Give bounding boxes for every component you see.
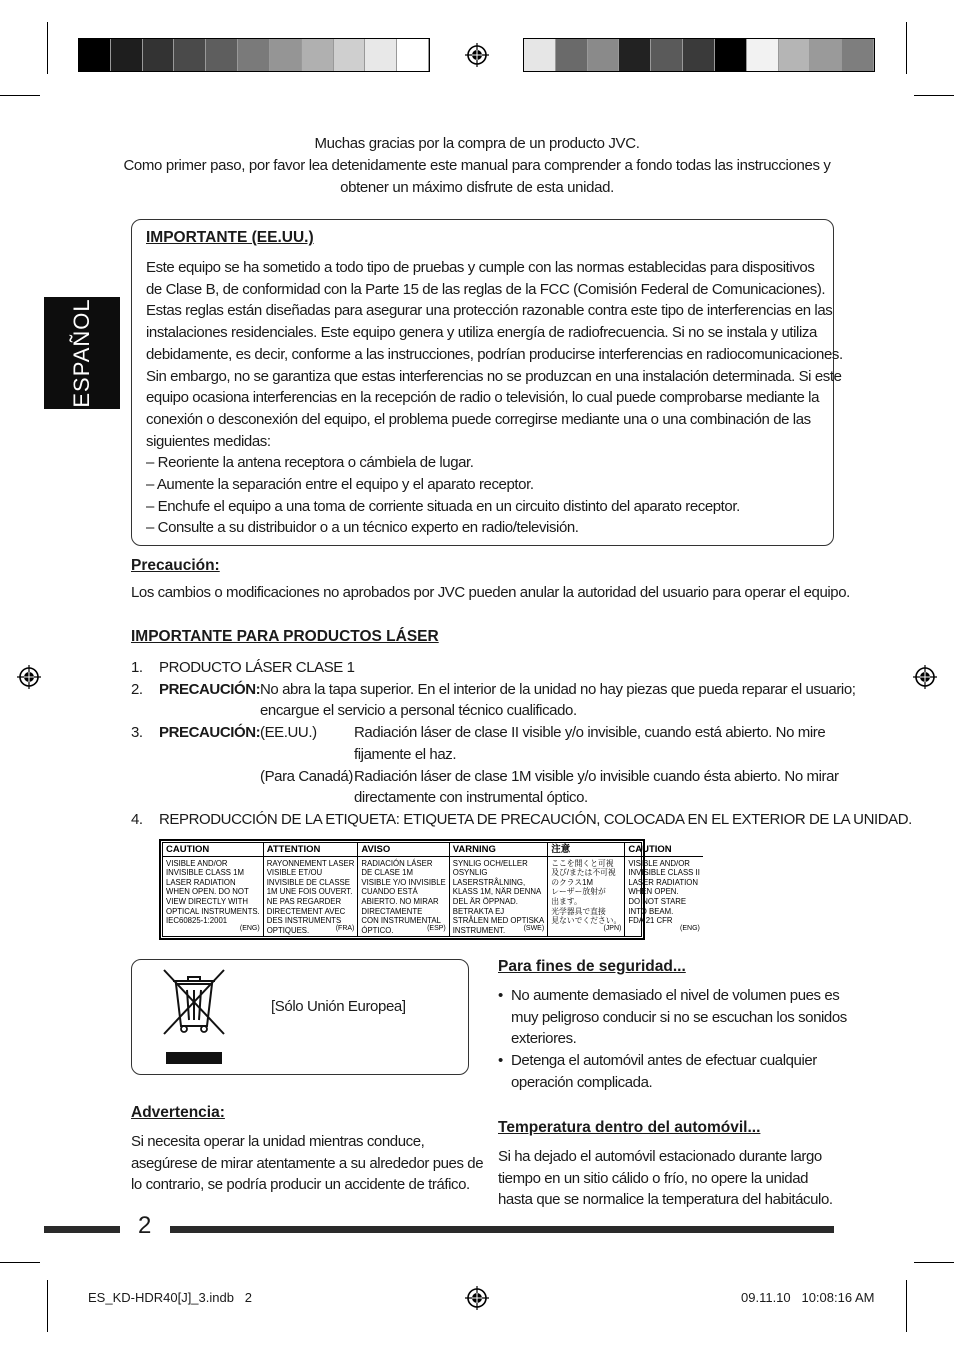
laser-label-line: 出ます。 [551, 896, 582, 906]
color-swatch [206, 39, 238, 71]
color-swatch [747, 39, 779, 71]
page-rule-left [44, 1226, 120, 1233]
seguridad-bullet-2-line: Detenga el automóvil antes de efectuar cualquier [511, 1052, 817, 1070]
intro-line: Como primer paso, por favor lea detenidamente este manual para comprender a fondo todas las instrucciones y [123, 157, 831, 174]
color-swatch [302, 39, 334, 71]
crop-mark [0, 95, 40, 96]
laser-label-panel [450, 843, 548, 936]
laser-label-language-code: (FRA) [335, 925, 355, 933]
laser-item-3-text: Radiación láser de clase II visible y/o invisible, cuando está abierto. No mire [354, 724, 826, 742]
laser-warning-label-panels [162, 842, 700, 937]
laser-label-line: KLASS 1M, NÄR DENNA [452, 887, 542, 897]
precaucion-text: Los cambios o modificaciones no aprobados por JVC pueden anular la autoridad del usuario para operar el equipo. [131, 584, 850, 601]
color-swatch [810, 39, 842, 71]
page-number: 2 [138, 1212, 152, 1239]
advertencia-body [131, 1131, 483, 1196]
color-swatch [683, 39, 715, 71]
laser-label-language-code: (ENG) [680, 925, 700, 933]
laser-label-line: WHEN OPEN. DO NOT [166, 887, 249, 897]
laser-label-line: OPTICAL INSTRUMENTS. [166, 906, 260, 916]
laser-label-line: 見ないでください。 [551, 916, 622, 926]
laser-item-2-text: No abra la tapa superior. En el interior de la unidad no hay piezas que pueda reparar el usuario; [260, 680, 856, 698]
laser-item-3-text: directamente con instrumental óptico. [354, 789, 588, 807]
crop-mark [914, 95, 954, 96]
laser-label-line: FDA 21 CFR [628, 916, 673, 926]
registration-mark-icon [465, 1286, 489, 1310]
laser-label-title: 注意 [548, 845, 624, 857]
laser-label-line: INSTRUMENT. [452, 925, 506, 935]
fcc-line: Estas reglas están diseñadas para asegurar una protección razonable contra este tipo de interferencias en las [146, 302, 833, 320]
seguridad-bullet-2 [511, 1050, 817, 1093]
laser-label-panel [264, 843, 359, 936]
color-swatch [111, 39, 143, 71]
temperatura-line: tiempo en un sitio cálido o frío, no opere la unidad [498, 1169, 809, 1187]
laser-label-language-code: (JPN) [603, 925, 622, 933]
laser-label-line: レーザー放射が [551, 887, 606, 897]
registration-mark-icon [465, 43, 489, 67]
laser-label-line: VIEW DIRECTLY WITH [166, 896, 249, 906]
laser-label-line: 1M UNE FOIS OUVERT. [266, 887, 353, 897]
seguridad-bullet-1 [511, 985, 847, 1050]
laser-label-line: VISIBLE AND/OR [166, 858, 228, 868]
temperatura-line: Si ha dejado el automóvil estacionado durante largo [498, 1148, 822, 1165]
fcc-body [146, 257, 843, 539]
laser-label-line: RADIACIÓN LÁSER [361, 858, 433, 868]
laser-label-title: AVISO [358, 845, 448, 857]
laser-item-number: 4. [131, 810, 143, 828]
advertencia-line: Si necesita operar la unidad mientras conduce, [131, 1133, 425, 1150]
laser-label-line: INVISIBLE DE CLASSE [266, 877, 350, 887]
laser-item-number: 3. [131, 724, 143, 742]
fcc-line: instalaciones residenciales. Este equipo genera y utiliza energía de radiofrecuencia. Si no se instala y utiliza [146, 324, 817, 342]
laser-label-line: DEL ÄR ÖPPNAD. [452, 896, 518, 906]
laser-label-line: WHEN OPEN. [628, 887, 679, 897]
laser-label-title: ATTENTION [264, 845, 358, 857]
registration-mark-icon [17, 665, 41, 689]
weee-text: [Sólo Unión Europea] [271, 998, 406, 1015]
laser-warning-label [159, 839, 700, 940]
color-swatch [715, 39, 747, 71]
laser-label-title: VARNING [450, 845, 547, 857]
laser-label-panel [625, 843, 703, 936]
seguridad-bullet-1-line: muy peligroso conducir si no se escuchan los sonidos [511, 1008, 847, 1026]
seguridad-heading: Para fines de seguridad... [498, 958, 686, 975]
bullet-icon: • [498, 1052, 503, 1070]
crop-mark [914, 1262, 954, 1263]
seguridad-bullet-1-line: exteriores. [511, 1030, 577, 1048]
crop-mark [47, 22, 48, 74]
laser-label-line: INTO BEAM. [628, 906, 674, 916]
laser-label-line: IEC60825-1:2001 [166, 916, 228, 926]
crop-mark [47, 1280, 48, 1332]
fcc-line: de Clase B, de conformidad con la Parte 15 de las reglas de la FCC (Comisión Federal de Comunicaciones). [146, 280, 826, 298]
fcc-line: debidamente, es decir, conforme a las instrucciones, podrían producirse interferencias en radiocomunicaciones. [146, 345, 843, 363]
advertencia-heading: Advertencia: [131, 1104, 225, 1121]
seguridad-bullet-2-line: operación complicada. [511, 1073, 653, 1091]
laser-label-title: CAUTION [625, 845, 703, 857]
laser-label-line: INVISIBLE CLASS 1M [166, 868, 244, 878]
color-swatch [365, 39, 397, 71]
fcc-line: – Enchufe el equipo a una toma de corriente situada en un circuito distinto del aparato receptor. [146, 497, 740, 515]
laser-heading: IMPORTANTE PARA PRODUCTOS LÁSER [131, 628, 439, 645]
laser-label-line: ÓPTICO. [361, 925, 394, 935]
laser-label-line: DO NOT STARE [628, 896, 687, 906]
language-tab-label: ESPAÑOL [69, 298, 94, 408]
color-calibration-strip-left [78, 38, 430, 72]
fcc-line: – Aumente la separación entre el equipo y el aparato receptor. [146, 476, 534, 494]
laser-label-line: CUANDO ESTÁ [361, 887, 418, 897]
temperatura-line: hasta que se normalice la temperatura del habitáculo. [498, 1191, 833, 1209]
laser-label-line: SYNLIG OCH/ELLER [452, 858, 528, 868]
color-swatch [842, 39, 874, 71]
color-swatch [524, 39, 556, 71]
laser-label-line: INVISIBLE CLASS II [628, 868, 700, 878]
fcc-line: conexión o desconexión del equipo, el problema puede corregirse mediante una o una combinación de las [146, 410, 811, 428]
laser-item-4: REPRODUCCIÓN DE LA ETIQUETA: ETIQUETA DE PRECAUCIÓN, COLOCADA EN EL EXTERIOR DE LA UNIDAD. [159, 810, 912, 828]
fcc-line: – Consulte a su distribuidor o a un técnico experto en radio/televisión. [146, 519, 579, 537]
laser-label-line: VISIBLE ET/OU [266, 868, 323, 878]
laser-label-language-code: (SWE) [523, 925, 545, 933]
color-swatch [651, 39, 683, 71]
laser-label-line: DES INSTRUMENTS [266, 916, 342, 926]
fcc-line: siguientes medidas: [146, 432, 271, 450]
laser-label-line: 及び/または不可視 [551, 868, 616, 878]
laser-label-line: ABIERTO. NO MIRAR [361, 896, 439, 906]
fcc-line: Este equipo se ha sometido a todo tipo de pruebas y cumple con las normas establecidas para dispositivos [146, 259, 815, 276]
laser-item-number: 2. [131, 680, 143, 698]
laser-label-line: RAYONNEMENT LASER [266, 858, 355, 868]
laser-label-line: LASERSTRÅLNING, [452, 877, 526, 887]
intro-line: Muchas gracias por la compra de un producto JVC. [314, 135, 640, 152]
advertencia-line: asegúrese de mirar atentamente a su alrededor pues de [131, 1154, 484, 1172]
color-swatch [174, 39, 206, 71]
laser-label-line: DIRECTEMENT AVEC [266, 906, 346, 916]
crop-mark [906, 22, 907, 74]
language-tab [44, 297, 120, 409]
laser-item-2-text: encargue el servicio a personal técnico cualificado. [260, 702, 577, 720]
color-swatch [143, 39, 175, 71]
laser-item-1: PRODUCTO LÁSER CLASE 1 [159, 659, 355, 676]
bullet-icon: • [498, 987, 503, 1004]
color-swatch [238, 39, 270, 71]
laser-label-language-code: (ENG) [239, 925, 260, 933]
fcc-heading: IMPORTANTE (EE.UU.) [146, 229, 314, 246]
laser-label-line: STRÅLEN MED OPTISKA [452, 916, 545, 926]
color-swatch [397, 39, 429, 71]
laser-item-2-label: PRECAUCIÓN: [159, 680, 261, 698]
print-slug-file: ES_KD-HDR40[J]_3.indb 2 [88, 1290, 253, 1305]
laser-label-language-code: (ESP) [427, 925, 446, 933]
advertencia-line: lo contrario, se podría producir un accidente de tráfico. [131, 1176, 470, 1194]
color-swatch [79, 39, 111, 71]
color-swatch [779, 39, 811, 71]
precaucion-heading: Precaución: [131, 557, 220, 574]
laser-label-line: VISIBLE AND/OR [628, 858, 690, 868]
crop-mark [0, 1262, 40, 1263]
laser-label-line: OSYNLIG [452, 868, 488, 878]
laser-label-line: VISIBLE Y/O INVISIBLE [361, 877, 446, 887]
color-swatch [556, 39, 588, 71]
laser-label-line: NE PAS REGARDER [266, 896, 342, 906]
seguridad-bullet-1-line: No aumente demasiado el nivel de volumen pues es [511, 987, 840, 1004]
color-swatch [588, 39, 620, 71]
intro-text [100, 133, 854, 199]
page-rule-right [170, 1226, 834, 1233]
laser-item-3-label: PRECAUCIÓN: [159, 724, 261, 742]
fcc-line: equipo ocasiona interferencias en la recepción de radio o televisión, lo cual puede comprobarse mediante la [146, 389, 820, 407]
laser-label-panel [163, 843, 264, 936]
laser-label-panel [358, 843, 449, 936]
registration-mark-icon [913, 665, 937, 689]
temperatura-heading: Temperatura dentro del automóvil... [498, 1119, 761, 1136]
laser-label-line: BETRAKTA EJ [452, 906, 505, 916]
fcc-line: Sin embargo, no se garantiza que estas interferencias no se produzcan en una instalación determinada. Si este [146, 367, 842, 385]
laser-item-3-text: Radiación láser de clase 1M visible y/o invisible cuando ésta abierto. No mirar [354, 767, 839, 785]
laser-label-line: CON INSTRUMENTAL [361, 916, 441, 926]
laser-label-line: ここを開くと可視 [551, 858, 614, 868]
color-swatch [619, 39, 651, 71]
laser-label-line: LASER RADIATION [166, 877, 236, 887]
fcc-line: – Reoriente la antena receptora o cámbiela de lugar. [146, 454, 474, 472]
laser-label-line: LASER RADIATION [628, 877, 698, 887]
laser-item-3-text: fijamente el haz. [354, 745, 457, 763]
print-slug-timestamp: 09.11.10 10:08:16 AM [741, 1290, 875, 1305]
color-swatch [270, 39, 302, 71]
crop-mark [906, 1280, 907, 1332]
color-calibration-strip-right [523, 38, 875, 72]
crossed-out-wheelie-bin-icon [160, 968, 228, 1066]
laser-item-number: 1. [131, 659, 143, 676]
laser-label-line: のクラス1M [551, 877, 593, 887]
laser-label-line: DE CLASE 1M [361, 868, 413, 878]
laser-label-line: OPTIQUES. [266, 925, 310, 935]
temperatura-body [498, 1146, 833, 1211]
laser-label-line: DIRECTAMENTE [361, 906, 423, 916]
laser-item-3-region: (EE.UU.) [260, 724, 317, 742]
laser-label-title: CAUTION [163, 845, 263, 857]
laser-label-line: 光学器具で直接 [551, 906, 606, 916]
color-swatch [334, 39, 366, 71]
laser-label-panel [548, 843, 625, 936]
laser-item-3-region: (Para Canadá) [260, 767, 353, 785]
intro-line: obtener un máximo disfrute de esta unidad. [340, 179, 614, 196]
